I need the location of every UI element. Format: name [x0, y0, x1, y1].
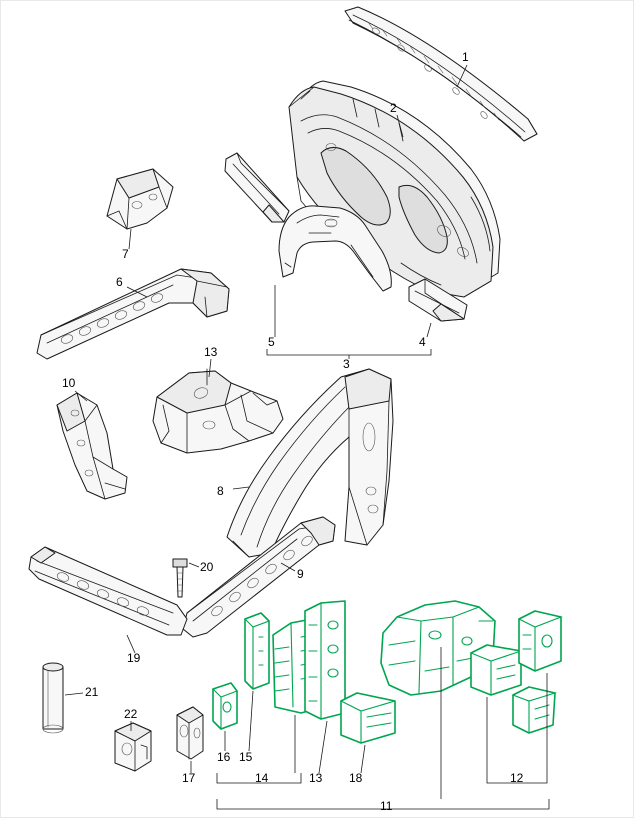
- callout-17: 17: [182, 771, 196, 785]
- part-20-bolt: [173, 559, 187, 597]
- part-21-sleeve: [43, 663, 63, 733]
- callout-5: 5: [268, 335, 275, 349]
- callout-12: 12: [510, 771, 524, 785]
- callout-9: 9: [297, 567, 304, 581]
- callout-22: 22: [124, 707, 138, 721]
- callout-6: 6: [116, 275, 123, 289]
- callout-4: 4: [419, 335, 426, 349]
- callout-8: 8: [217, 484, 224, 498]
- part-10-pillar-reinforcement: [57, 393, 127, 499]
- part-17-bracket: [177, 707, 203, 759]
- callout-10: 10: [62, 376, 76, 390]
- part-19-cross-member: [29, 547, 187, 635]
- part-13b-member: [305, 601, 345, 719]
- part-16-plate: [213, 683, 237, 729]
- part-5-bracket: [225, 153, 289, 222]
- callout-16: 16: [217, 750, 231, 764]
- callout-18: 18: [349, 771, 363, 785]
- part-7-bracket: [107, 169, 173, 229]
- callout-19: 19: [127, 651, 141, 665]
- callout-7: 7: [122, 247, 129, 261]
- callout-11: 11: [380, 799, 393, 813]
- callout-2: 2: [390, 101, 397, 115]
- callout-14: 14: [255, 771, 269, 785]
- part-13-wheel-housing: [153, 369, 283, 453]
- callout-15: 15: [239, 750, 253, 764]
- part-15-plate: [245, 613, 269, 689]
- part-22-bracket: [115, 723, 151, 771]
- callout-13: 13: [204, 345, 218, 359]
- part-18-plate: [341, 693, 395, 743]
- callout-20: 20: [200, 560, 214, 574]
- callout-1: 1: [462, 50, 469, 64]
- callout-3: 3: [343, 357, 350, 371]
- callout-13b: 13: [309, 771, 323, 785]
- part-6-front-rail: [37, 269, 229, 359]
- callout-21: 21: [85, 685, 99, 699]
